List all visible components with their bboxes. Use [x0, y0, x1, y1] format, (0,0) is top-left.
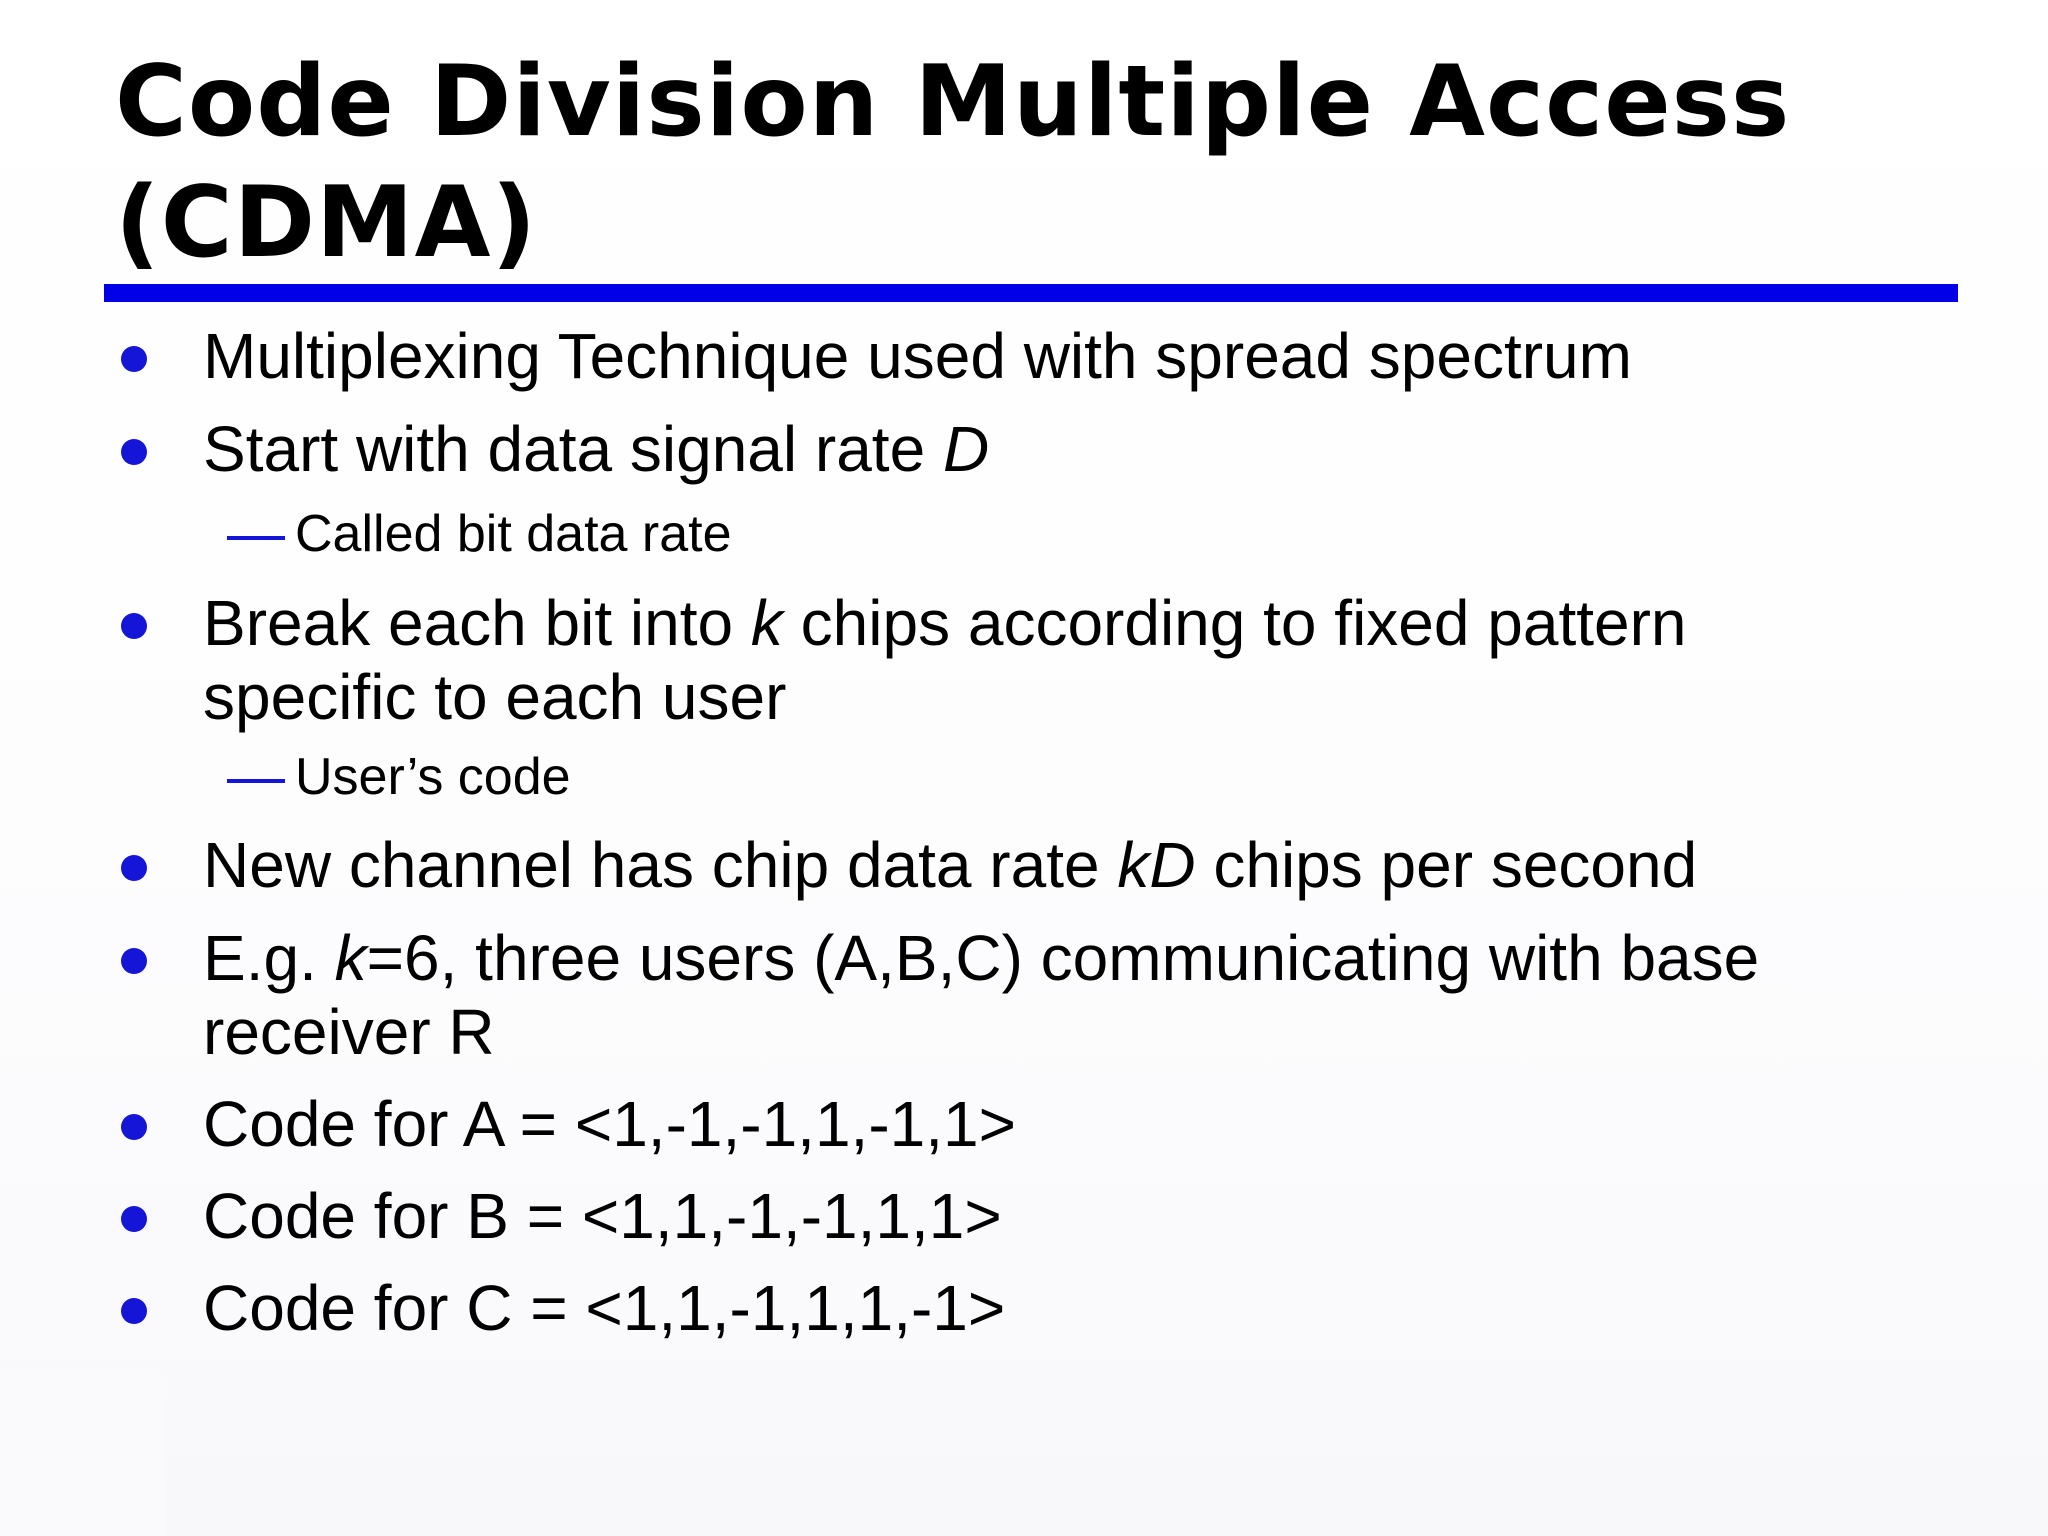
variable-k: k: [750, 587, 783, 659]
bullet-dot-icon: [121, 1298, 147, 1324]
bullet-text: Code for B = <1,1,-1,-1,1,1>: [203, 1180, 1002, 1252]
bullet-dot-icon: [121, 439, 147, 465]
bullet-text-span: Start with data signal rate: [203, 413, 943, 485]
variable-k: k: [334, 922, 367, 994]
bullet-dot-icon: [121, 855, 147, 881]
bullet-text: [203, 921, 1963, 995]
bullet-text-span: Break each bit into: [203, 587, 751, 659]
bullet-text: [203, 412, 1963, 486]
slide-title: Code Division Multiple Access (CDMA): [115, 45, 1791, 280]
bullet-text: [203, 586, 1963, 660]
bullet-dot-icon: [121, 346, 147, 372]
sub-bullet-text: Called bit data rate: [295, 505, 732, 563]
bullet-text: Code for C = <1,1,-1,1,1,-1>: [203, 1272, 1006, 1344]
variable-kd: kD: [1117, 829, 1196, 901]
slide-shading: [0, 1300, 165, 1536]
bullet-text-span: chips according to fixed pattern: [782, 587, 1687, 659]
bullet-text: Code for A = <1,-1,-1,1,-1,1>: [203, 1088, 1016, 1160]
dash-icon: [227, 779, 285, 783]
variable-d: D: [942, 413, 990, 485]
bullet-text: [203, 828, 1963, 902]
bullet-text-span: chips per second: [1195, 829, 1698, 901]
bullet-dot-icon: [121, 1114, 147, 1140]
bullet-text-span: New channel has chip data rate: [203, 829, 1118, 901]
bullet-dot-icon: [121, 613, 147, 639]
title-underline-rule: [104, 284, 1958, 302]
bullet-text-line2: receiver R: [203, 996, 495, 1068]
sub-bullet-text: User’s code: [295, 748, 571, 806]
bullet-text-line2: specific to each user: [203, 661, 787, 733]
bullet-text-span: E.g.: [203, 922, 335, 994]
bullet-text-span: Multiplexing Technique used with spread spectrum: [203, 320, 1632, 392]
bullet-text-span: =6, three users (A,B,C) communicating with base: [366, 922, 1760, 994]
bullet-dot-icon: [121, 948, 147, 974]
bullet-text: [203, 319, 1963, 393]
dash-icon: [227, 536, 285, 540]
bullet-dot-icon: [121, 1206, 147, 1232]
